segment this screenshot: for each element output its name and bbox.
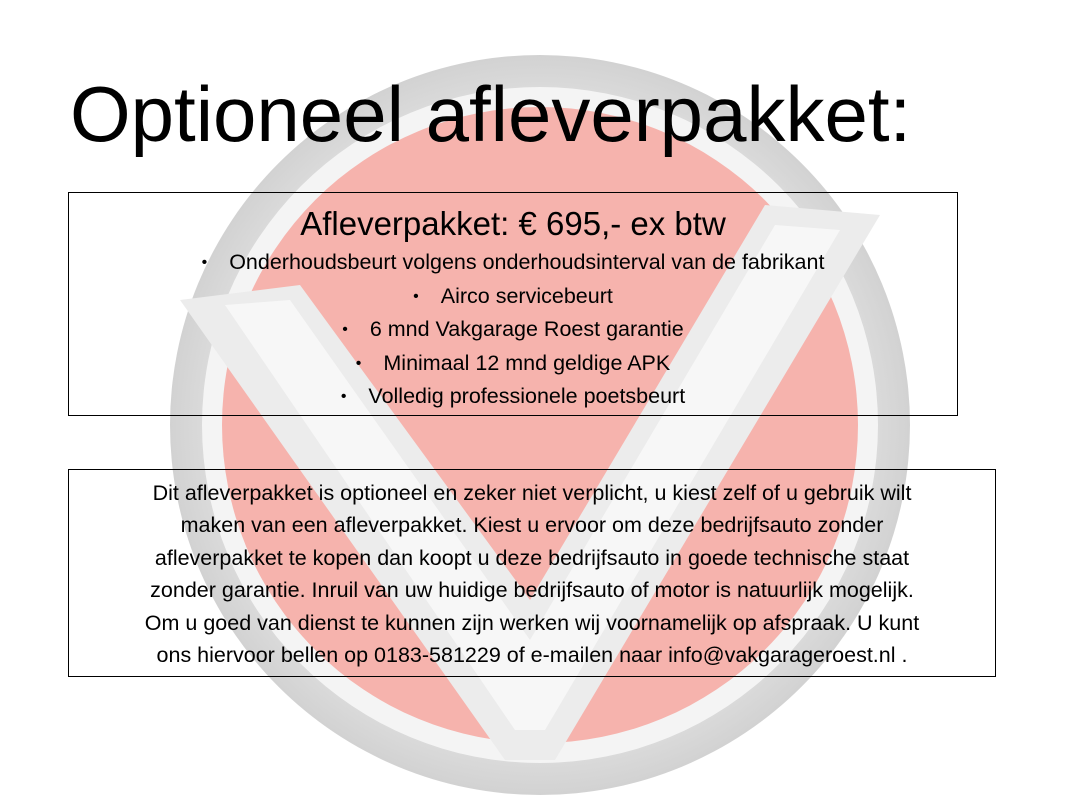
list-item-label: Minimaal 12 mnd geldige APK bbox=[383, 350, 671, 375]
info-line: Dit afleverpakket is optioneel en zeker niet verplicht, u kiest zelf of u gebruik wilt bbox=[152, 481, 912, 505]
list-item bbox=[69, 380, 957, 414]
page-title: Optioneel afleverpakket: bbox=[70, 70, 912, 158]
list-item bbox=[69, 280, 957, 314]
info-paragraph bbox=[69, 470, 995, 671]
info-box bbox=[68, 469, 996, 677]
info-line: afleverpakket te kopen dan koopt u deze bedrijfsauto in goede technische staat bbox=[154, 545, 910, 570]
bullet-icon: • bbox=[340, 388, 347, 405]
list-item-label: Volledig professionele poetsbeurt bbox=[368, 384, 686, 408]
list-item-label: 6 mnd Vakgarage Roest garantie bbox=[369, 317, 684, 341]
info-line: maken van een afleverpakket. Kiest u ervoor om deze bedrijfsauto zonder bbox=[180, 513, 884, 538]
list-item-label: Airco servicebeurt bbox=[440, 283, 613, 308]
package-box bbox=[68, 192, 958, 416]
info-line: ons hiervoor bellen op 0183-581229 of e-mailen naar info@vakgarageroest.nl . bbox=[156, 643, 908, 668]
info-line: zonder garantie. Inruil van uw huidige bedrijfsauto of motor is natuurlijk mogelijk. bbox=[150, 578, 914, 603]
list-item bbox=[69, 347, 957, 381]
package-list bbox=[69, 246, 957, 414]
bullet-icon: • bbox=[342, 321, 348, 338]
list-item bbox=[69, 313, 957, 347]
info-line: Om u goed van dienst te kunnen zijn werken wij voornamelijk op afspraak. U kunt bbox=[144, 610, 920, 635]
bullet-icon: • bbox=[201, 254, 208, 271]
list-item bbox=[69, 246, 957, 280]
package-heading: Afleverpakket: € 695,- ex btw bbox=[300, 205, 726, 242]
bullet-icon: • bbox=[413, 287, 419, 305]
bullet-icon: • bbox=[355, 354, 362, 372]
list-item-label: Onderhoudsbeurt volgens onderhoudsinterval van de fabrikant bbox=[229, 250, 825, 274]
